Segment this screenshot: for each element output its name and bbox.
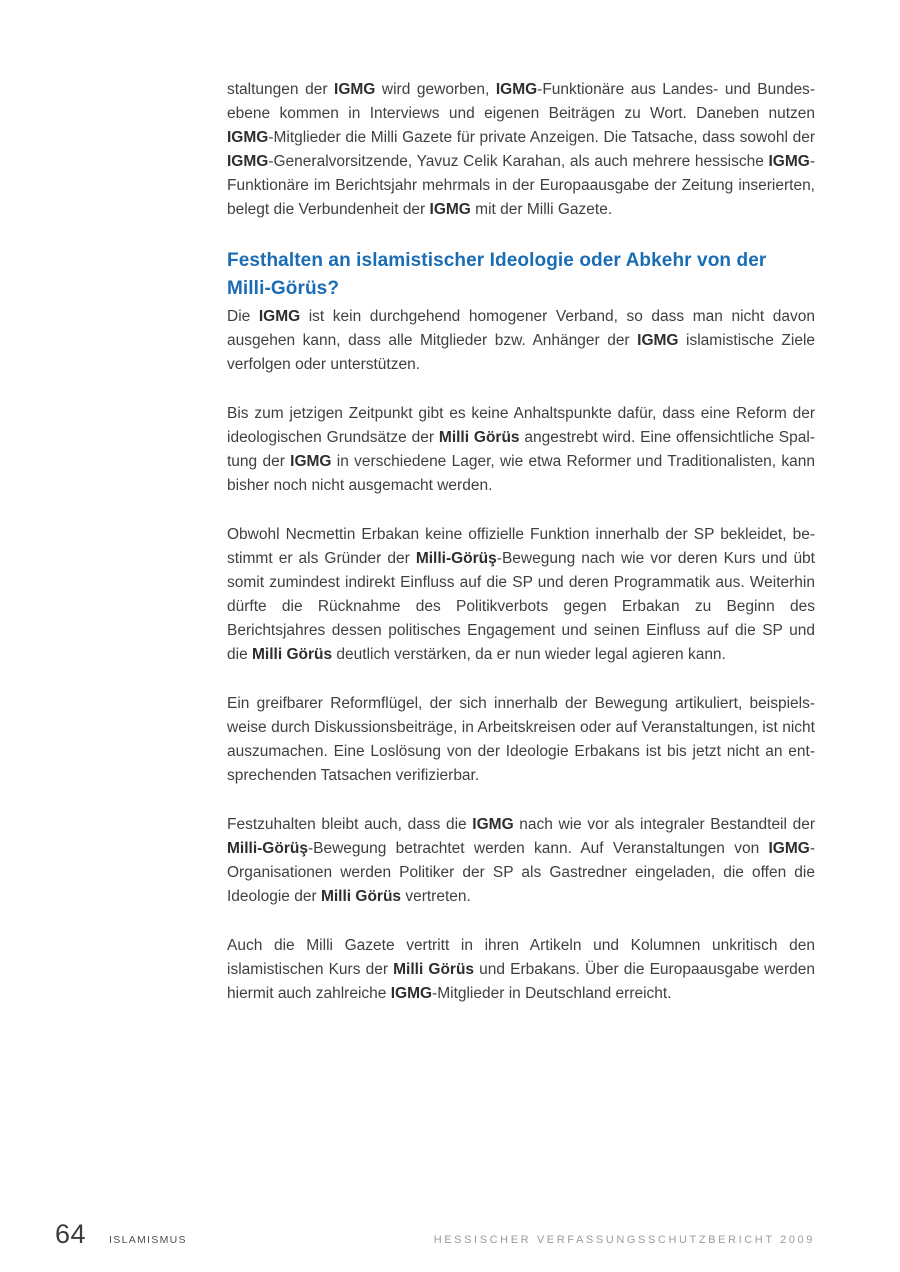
content-blocks	[227, 78, 815, 1006]
text-run: Auch die Milli Gazete vertritt in ihren Artikeln und Kolumnen unkritisch den islamistischen Kurs der	[227, 937, 815, 978]
bold-run: Milli-Görüş	[227, 840, 308, 857]
text-run: in verschiedene Lager, wie etwa Reformer und Traditionalisten, kann bisher noch nicht ausgemacht werden.	[227, 453, 815, 494]
page-footer	[55, 1219, 815, 1250]
paragraph	[227, 692, 815, 788]
bold-run: Milli Görüs	[320, 888, 402, 905]
report-title: HESSISCHER VERFASSUNGSSCHUTZBERICHT 2009	[433, 1234, 815, 1246]
bold-run: IGMG	[227, 129, 269, 146]
text-run: -Mitglieder in Deutschland erreicht.	[432, 985, 672, 1002]
text-run: Die	[227, 308, 259, 325]
bold-run: IGMG	[290, 453, 332, 470]
paragraph	[227, 305, 815, 377]
section-label: ISLAMISMUS	[109, 1234, 187, 1246]
footer-left	[55, 1219, 187, 1250]
text-run: islamistische Ziele verfolgen oder unterstützen.	[227, 332, 816, 373]
paragraph	[227, 934, 815, 1006]
bold-run: Milli Görüs	[438, 429, 520, 446]
text-run: wird geworben,	[375, 81, 496, 98]
text-run: angestrebt wird. Eine offensichtliche Spaltung der	[227, 429, 815, 470]
bold-run: IGMG	[637, 332, 679, 349]
bold-run: IGMG	[768, 840, 810, 857]
bold-run: IGMG	[472, 816, 514, 833]
paragraph	[227, 78, 815, 222]
text-run: -Organisationen werden Politiker der SP als Gastredner eingeladen, die offen die Ideologie der	[227, 840, 815, 905]
text-run: -Funktionäre aus Landes- und Bundesebene kommen in Interviews und eigenen Beiträgen zu Wort. Daneben nutzen	[227, 81, 815, 122]
text-run: Bis zum jetzigen Zeitpunkt gibt es keine Anhaltspunkte dafür, dass eine Reform der ideologischen Grundsätze der	[227, 405, 815, 446]
section-heading: Festhalten an islamistischer Ideologie oder Abkehr von der Milli-Görüs?	[227, 250, 767, 299]
text-run: ist kein durchgehend homogener Verband, so dass man nicht davon ausgehen kann, dass alle Mitglieder bzw. Anhänger der	[227, 308, 815, 349]
page-number: 64	[55, 1219, 87, 1249]
bold-run: IGMG	[495, 81, 538, 98]
text-run: -Funktionäre im Berichtsjahr mehrmals in der Europaausgabe der Zeitung inserierten, belegt die Verbundenheit der	[227, 153, 815, 218]
text-run: nach wie vor als integraler Bestandteil der	[513, 816, 815, 833]
bold-run: IGMG	[334, 81, 376, 98]
bold-run: IGMG	[227, 153, 269, 170]
text-run: deutlich verstärken, da er nun wieder legal agieren kann.	[332, 646, 726, 663]
text-run: -Mitglieder die Milli Gazete für private Anzeigen. Die Tatsache, dass sowohl der	[268, 129, 815, 146]
text-run: staltungen der	[227, 81, 335, 98]
bold-run: Milli Görüs	[393, 961, 475, 978]
text-run: und Erbakans. Über die Europaausgabe werden hiermit auch zahlreiche	[227, 961, 815, 1002]
bold-run: IGMG	[429, 201, 471, 218]
text-run: Ein greifbarer Reformflügel, der sich innerhalb der Bewegung artikuliert, beispielsweise durch Diskussionsbeiträge, in Arbeitskreisen oder auf Veranstaltungen, ist nicht auszumachen. Eine Loslösung von der Ideologie Erbakans ist bis jetzt nicht an entsprechenden Tatsachen verifizierbar.	[227, 695, 815, 784]
text-run: -Bewegung betrachtet werden kann. Auf Veranstaltungen von	[307, 840, 769, 857]
text-run: Obwohl Necmettin Erbakan keine offizielle Funktion innerhalb der SP bekleidet, bestimmt er als Gründer der	[227, 526, 815, 567]
bold-run: IGMG	[768, 153, 810, 170]
paragraph	[227, 402, 815, 498]
text-run: Festzuhalten bleibt auch, dass die	[227, 816, 473, 833]
text-run: -Bewegung nach wie vor deren Kurs und übt somit zumindest indirekt Einfluss auf die SP und deren Programmatik aus. Weiterhin dürfte die Rücknahme des Politikverbots gegen Erbakan zu Beginn des Berichtsjahres dessen politisches Engagement und seinen Einfluss auf die SP und die	[227, 550, 815, 663]
bold-run: IGMG	[258, 308, 301, 325]
bold-run: Milli Görüs	[252, 646, 333, 663]
paragraph	[227, 523, 815, 667]
page-content	[227, 78, 815, 1031]
text-run: -Generalvorsitzende, Yavuz Celik Karahan, als auch mehrere hessische	[268, 153, 769, 170]
text-run: mit der Milli Gazete.	[470, 201, 613, 218]
paragraph	[227, 813, 815, 909]
bold-run: Milli-Görüş	[415, 550, 497, 567]
bold-run: IGMG	[390, 985, 433, 1002]
text-run: vertreten.	[401, 888, 471, 905]
